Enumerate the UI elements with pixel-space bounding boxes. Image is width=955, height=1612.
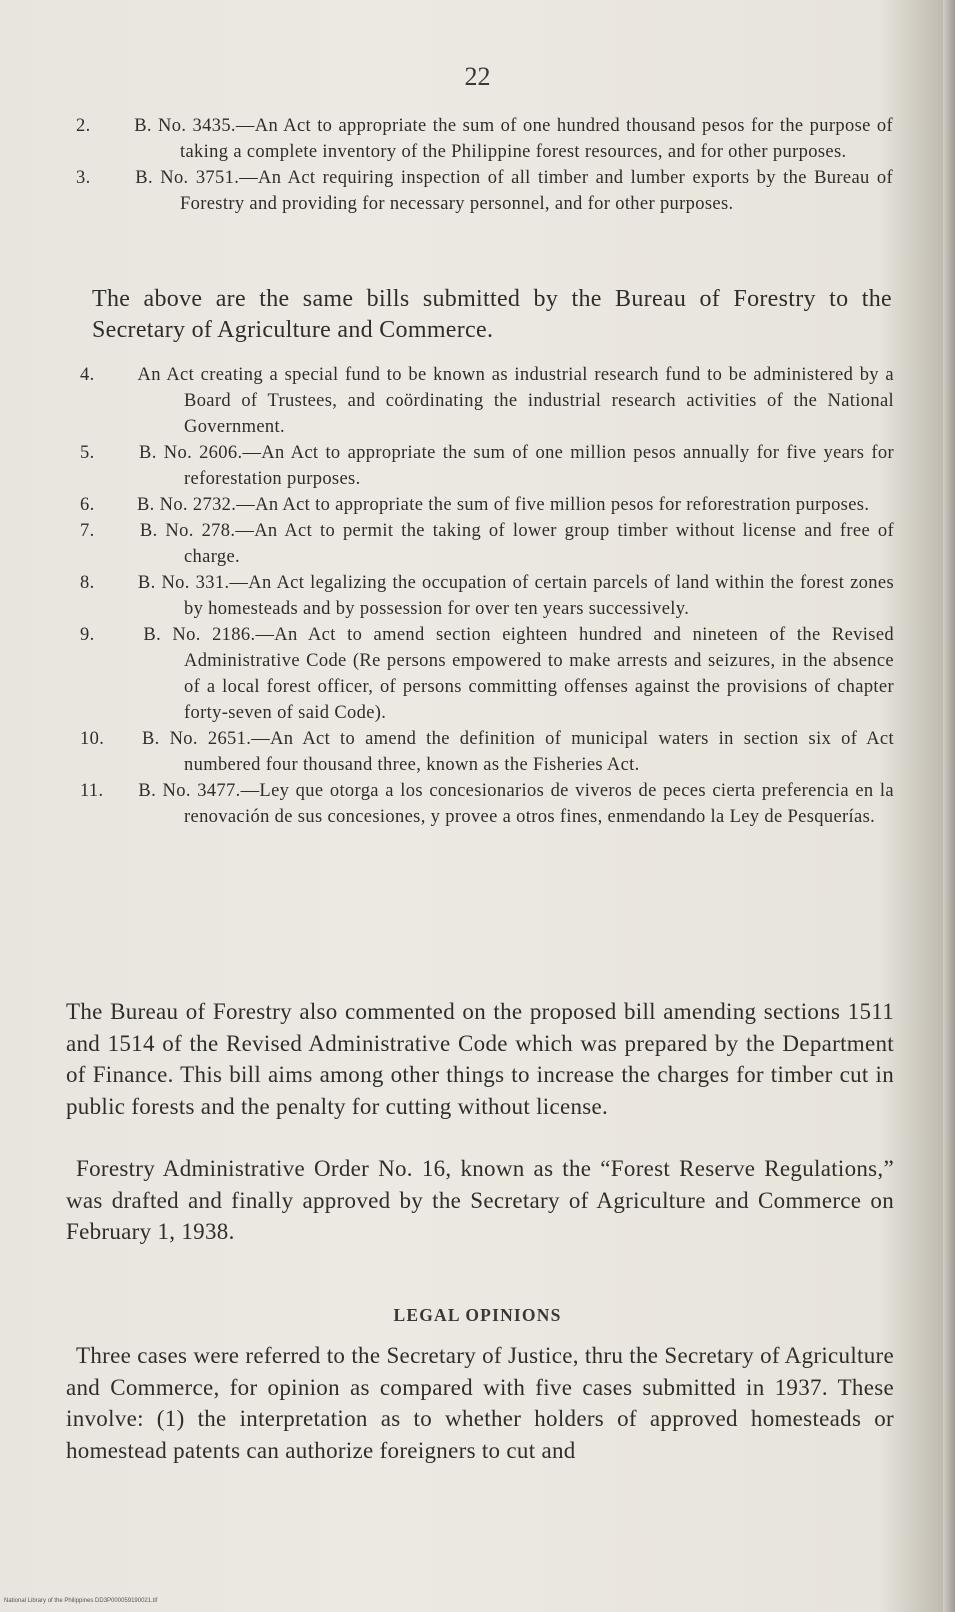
- bill-list-item: 9. B. No. 2186.—An Act to amend section eighteen hundred and nineteen of the Revised Administrative Code (Re persons empowered to make arrests and seizures, in the absence of a local forest officer, of persons committing offenses against the provisions of chapter forty-seven of said Code).: [80, 625, 894, 723]
- bill-list-item: 3. B. No. 3751.—An Act requiring inspection of all timber and lumber exports by the Bureau of Forestry and providing for necessary personnel, and for other purposes.: [76, 168, 893, 214]
- bill-item-text: B. No. 3435.—An Act to appropriate the sum of one hundred thousand pesos for the purpose of taking a complete inventory of the Philippine forest resources, and for other purposes.: [134, 116, 893, 162]
- bill-item-text: B. No. 3477.—Ley que otorga a los concesionarios de viveros de peces cierta preferencia en la renovación de sus concesiones, y provee a otros fines, enmendando la Ley de Pesquerías.: [138, 781, 894, 827]
- bill-list-item: 5. B. No. 2606.—An Act to appropriate the sum of one million pesos annually for five years for reforestation purposes.: [80, 443, 894, 489]
- paragraph-legal-opinions: [66, 1340, 894, 1466]
- paragraph-bureau-comment: [66, 996, 894, 1122]
- bill-list-item: 11. B. No. 3477.—Ley que otorga a los concesionarios de viveros de peces cierta preferencia en la renovación de sus concesiones, y provee a otros fines, enmendando la Ley de Pesquerías.: [80, 781, 894, 827]
- bill-list-item: 2. B. No. 3435.—An Act to appropriate the sum of one hundred thousand pesos for the purpose of taking a complete inventory of the Philippine forest resources, and for other purposes.: [76, 116, 893, 162]
- bill-list-b: [80, 362, 894, 830]
- section-heading-legal-opinions: LEGAL OPINIONS: [393, 1305, 562, 1325]
- paragraph-administrative-order: [66, 1153, 894, 1248]
- bill-list-item: 6. B. No. 2732.—An Act to appropriate the sum of five million pesos for reforestration purposes.: [80, 495, 870, 515]
- page-number: 22: [464, 62, 491, 91]
- paragraph-text: The Bureau of Forestry also commented on the proposed bill amending sections 1511 and 1514 of the Revised Administrative Code which was prepared by the Department of Finance. This bill aims among other things to increase the charges for timber cut in public forests and the penalty for cutting without license.: [66, 999, 894, 1119]
- bill-list-item: 7. B. No. 278.—An Act to permit the taking of lower group timber without license and free of charge.: [80, 521, 894, 567]
- bill-item-text: B. No. 278.—An Act to permit the taking of lower group timber without license and free of charge.: [139, 521, 894, 567]
- bill-list-item: 4. An Act creating a special fund to be known as industrial research fund to be administered by a Board of Trustees, and coördinating the industrial research activities of the National Government.: [80, 365, 894, 437]
- bill-list-item: 10. B. No. 2651.—An Act to amend the definition of municipal waters in section six of Act numbered four thousand three, known as the Fisheries Act.: [80, 729, 894, 775]
- bill-item-text: B. No. 2186.—An Act to amend section eighteen hundred and nineteen of the Revised Administrative Code (Re persons empowered to make arrests and seizures, in the absence of a local forest officer, of persons committing offenses against the provisions of chapter forty-seven of said Code).: [143, 625, 894, 723]
- bill-item-text: An Act creating a special fund to be known as industrial research fund to be administered by a Board of Trustees, and coördinating the industrial research activities of the National Government.: [137, 365, 894, 437]
- paragraph-text: The above are the same bills submitted by the Bureau of Forestry to the Secretary of Agriculture and Commerce.: [92, 286, 892, 343]
- bill-item-text: B. No. 331.—An Act legalizing the occupation of certain parcels of land within the forest zones by homesteads and by possession for over ten years successively.: [137, 573, 894, 619]
- bill-list-item: 8. B. No. 331.—An Act legalizing the occupation of certain parcels of land within the forest zones by homesteads and by possession for over ten years successively.: [80, 573, 894, 619]
- paragraph-text: Forestry Administrative Order No. 16, known as the “Forest Reserve Regulations,” was drafted and finally approved by the Secretary of Agriculture and Commerce on February 1, 1938.: [66, 1156, 894, 1244]
- paragraph-above-bills: [92, 284, 892, 346]
- bill-list-a: [76, 113, 893, 217]
- paragraph-text: Three cases were referred to the Secretary of Justice, thru the Secretary of Agriculture and Commerce, for opinion as compared with five cases submitted in 1937. These involve: (1) the interpretation as to whether holders of approved homesteads or homestead patents can authorize foreigners to cut and: [66, 1343, 894, 1463]
- bill-item-text: B. No. 2651.—An Act to amend the definition of municipal waters in section six of Act numbered four thousand three, known as the Fisheries Act.: [141, 729, 894, 775]
- bill-item-text: B. No. 3751.—An Act requiring inspection of all timber and lumber exports by the Bureau of Forestry and providing for necessary personnel, and for other purposes.: [135, 168, 893, 214]
- scan-footer: National Library of the Philippines DD3P000059190021.tif: [4, 1598, 158, 1604]
- bill-item-text: B. No. 2732.—An Act to appropriate the sum of five million pesos for reforestration purposes.: [136, 495, 870, 515]
- page-edge-shadow: [943, 0, 955, 1612]
- bill-item-text: B. No. 2606.—An Act to appropriate the sum of one million pesos annually for five years for reforestation purposes.: [139, 443, 894, 489]
